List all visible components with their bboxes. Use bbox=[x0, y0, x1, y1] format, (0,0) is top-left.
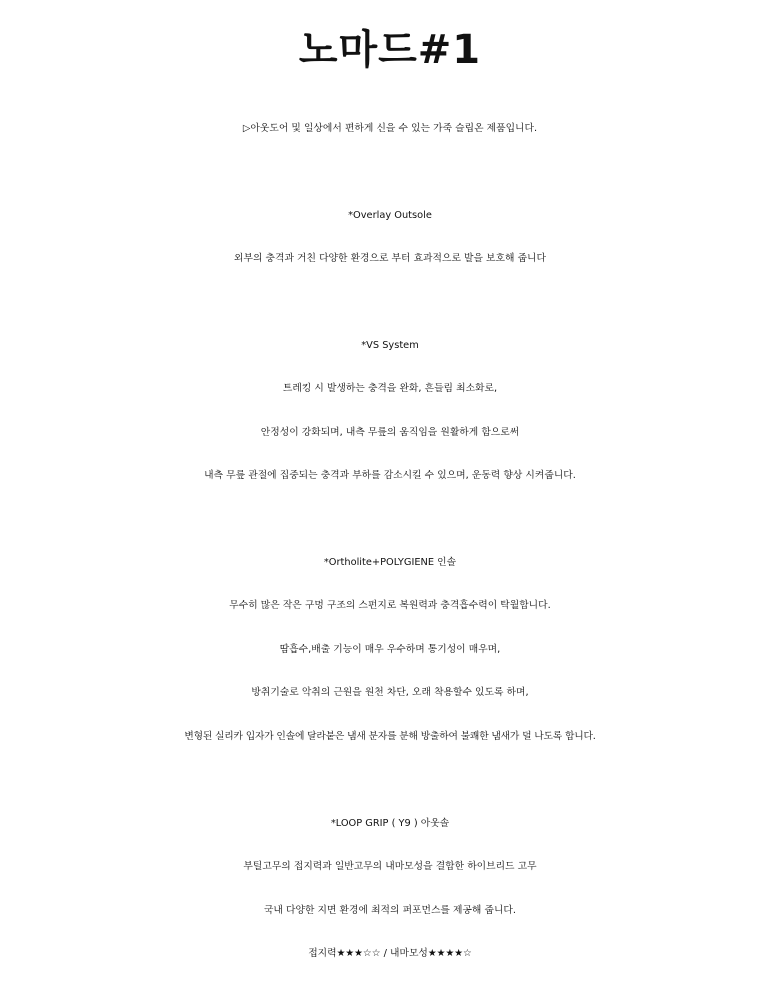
overlay-outsole-description: 외부의 충격과 거친 다양한 환경으로 부터 효과적으로 발을 보호해 줍니다 bbox=[234, 253, 546, 264]
ortholite-line-1: 무수히 많은 작은 구멍 구조의 스펀지로 복원력과 충격흡수력이 탁월합니다. bbox=[229, 600, 551, 611]
ortholite-heading: *Ortholite+POLYGIENE 인솔 bbox=[323, 557, 457, 568]
loop-grip-rating: 접지력★★★☆☆ / 내마모성★★★★☆ bbox=[308, 948, 472, 959]
page-title: 노마드#1 bbox=[298, 27, 482, 73]
vs-system-line-2: 안정성이 강화되며, 내측 무릎의 움직임을 원활하게 함으로써 bbox=[260, 427, 520, 438]
ortholite-line-2: 땀흡수,배출 기능이 매우 우수하며 통기성이 매우며, bbox=[279, 644, 501, 655]
loop-grip-line-2: 국내 다양한 지면 환경에 최적의 퍼포먼스를 제공해 줍니다. bbox=[263, 905, 517, 916]
ortholite-line-4: 변형된 실리카 입자가 인솔에 달라붙은 냄새 분자를 분해 방출하여 불쾌한 냄새가 덜 나도록 합니다. bbox=[184, 731, 596, 742]
vs-system-heading: *VS System bbox=[361, 340, 419, 351]
loop-grip-line-1: 부틸고무의 접지력과 일반고무의 내마모성을 결합한 하이브리드 고무 bbox=[243, 861, 537, 872]
vs-system-line-1: 트레킹 시 발생하는 충격을 완화, 흔들림 최소화로, bbox=[282, 383, 498, 394]
loop-grip-heading: *LOOP GRIP ( Y9 ) 아웃솔 bbox=[330, 818, 450, 829]
overlay-outsole-heading: *Overlay Outsole bbox=[348, 210, 432, 221]
intro-text: ▷아웃도어 및 일상에서 편하게 신을 수 있는 가죽 슬립온 제품입니다. bbox=[242, 123, 538, 134]
ortholite-line-3: 방취기술로 악취의 근원을 원천 차단, 오래 착용할수 있도록 하며, bbox=[251, 687, 529, 698]
vs-system-line-3: 내측 무릎 관절에 집중되는 충격과 부하를 감소시킬 수 있으며, 운동력 향상 시켜줍니다. bbox=[204, 470, 576, 481]
